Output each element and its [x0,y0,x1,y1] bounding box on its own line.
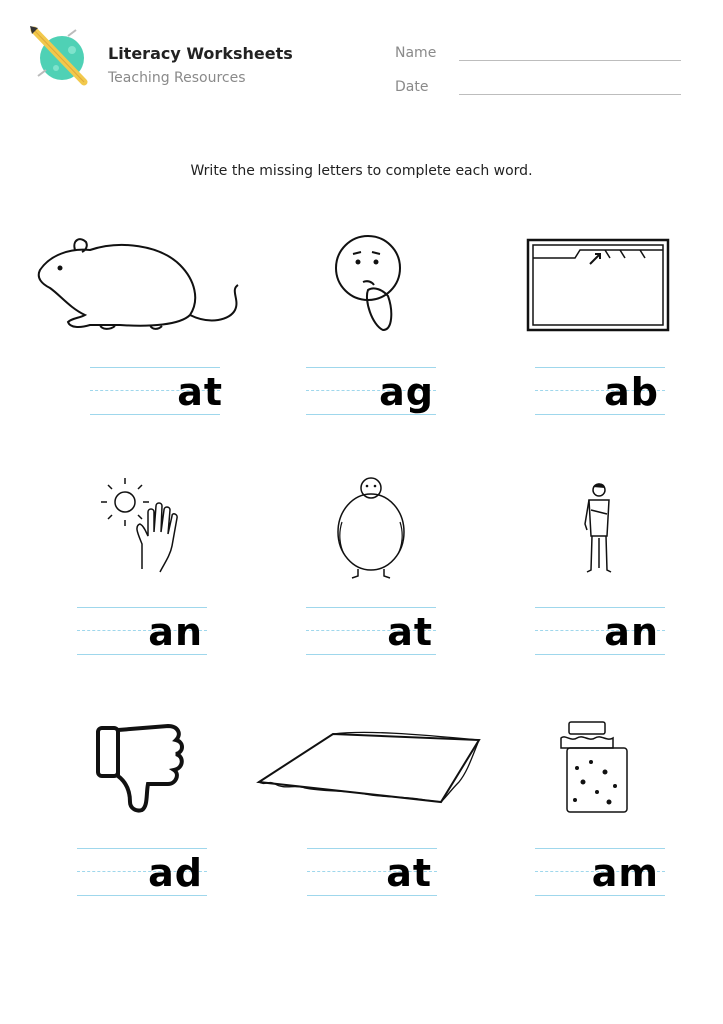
instruction-text: Write the missing letters to complete each word. [190,163,533,179]
date-field[interactable] [459,94,681,95]
word-ending: at [177,370,223,414]
word-ending: at [386,851,432,895]
hand-sun-icon [30,474,230,584]
word-ending: ab [604,370,659,414]
word-item-thumbs-down [30,716,230,936]
browser-tab-icon [495,230,695,340]
name-label: Name [395,45,437,61]
rat-icon [30,230,250,340]
word-item-jam [495,716,695,936]
word-item-hand [30,474,230,694]
mat-icon [255,716,485,826]
word-ending: ad [148,851,203,895]
word-ending: at [387,610,433,654]
brand-title: Literacy Worksheets [108,44,293,63]
brand-subtitle: Teaching Resources [108,70,246,86]
thumbs-down-icon [30,716,230,826]
word-item-rat [30,230,230,450]
pencil-planet-icon [28,24,94,90]
word-item-mat [255,716,455,936]
date-label: Date [395,79,429,95]
word-item-man [495,474,695,694]
nervous-face-icon [268,230,468,340]
word-ending: ag [379,370,434,414]
word-ending: am [591,851,659,895]
word-ending: an [148,610,203,654]
word-ending: an [604,610,659,654]
name-field[interactable] [459,60,681,61]
word-item-tab [495,230,695,450]
word-item-fat [268,474,468,694]
jam-jar-icon [495,716,695,826]
man-icon [495,474,695,584]
word-item-nervous [268,230,468,450]
fat-person-icon [268,474,468,584]
